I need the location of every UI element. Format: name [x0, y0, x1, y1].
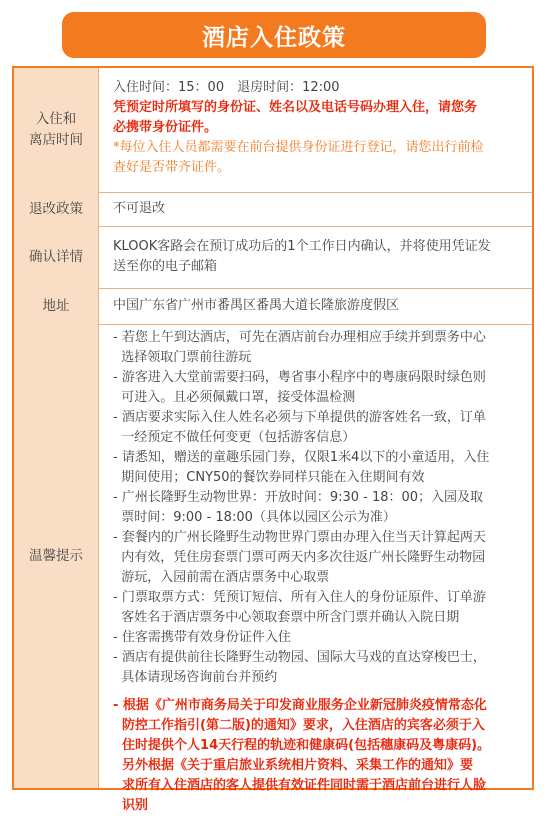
- tip-line: 票时间：9:00 - 18:00（具体以园区公示为准）: [113, 510, 396, 525]
- label-confirm: 确认详情: [14, 226, 99, 288]
- refund-text: 不可退改: [113, 201, 166, 216]
- tip-line: - 套餐内的广州长隆野生动物世界门票由办理入住当天计算起两天: [113, 530, 486, 545]
- tip-line: - 住客需携带有效身份证件入住: [113, 630, 291, 645]
- row-checkin: [14, 68, 532, 193]
- id-requirement-line1: 凭预定时所填写的身份证、姓名以及电话号码办理入住，请您务: [113, 100, 478, 115]
- row-tips: [14, 324, 532, 813]
- notice-line: 求所有入住酒店的客人提供有效证件同时需于酒店前台进行人脸: [113, 778, 487, 793]
- tip-line: - 请悉知，赠送的童趣乐园门券，仅限1米4以下的小童适用，入住: [113, 450, 490, 465]
- tip-line: - 酒店有提供前往长隆野生动物园、国际大马戏的直达穿梭巴士，: [113, 650, 486, 665]
- tip-line: 选择领取门票前往游玩: [113, 350, 252, 365]
- address-text: 中国广东省广州市番禺区番禺大道长隆旅游度假区: [113, 298, 400, 313]
- checkin-note-line1: *每位入住人员都需要在前台提供身份证进行登记，请您出行前检: [113, 140, 484, 155]
- policy-table: [12, 66, 534, 813]
- tip-line: 具体请现场咨询前台并预约: [113, 670, 278, 685]
- label-tips: 温馨提示: [14, 324, 99, 788]
- row-address: [14, 288, 532, 325]
- page-title: 酒店入住政策: [62, 12, 486, 58]
- tip-line: - 门票取票方式：凭预订短信、所有入住人的身份证原件、订单游: [113, 590, 486, 605]
- notice-line: 住时提供个人14天行程的轨迹和健康码(包括穗康码及粤康码)。: [113, 738, 491, 753]
- tip-line: - 广州长隆野生动物世界：开放时间：9:30 - 18：00；入园及取: [113, 490, 484, 505]
- tip-line: 内有效，凭住房套票门票可两天内多次往返广州长隆野生动物园: [113, 550, 486, 565]
- tip-line: 客姓名于酒店票务中心领取套票中所含门票并确认入院日期: [113, 610, 460, 625]
- tips-list: [113, 328, 522, 688]
- row-confirm: [14, 226, 532, 289]
- content-checkin: [99, 68, 532, 192]
- tip-line: - 酒店要求实际入住人姓名必须与下单提供的游客姓名一致，订单: [113, 410, 486, 425]
- id-requirement-line2: 必携带身份证件。: [113, 120, 218, 135]
- content-address: [99, 288, 532, 324]
- label-checkin-line2: 离店时间: [29, 132, 83, 148]
- checkin-note-line2: 查好是否带齐证件。: [113, 160, 231, 175]
- label-checkin: [14, 68, 99, 192]
- tip-line: - 若您上午到达酒店，可先在酒店前台办理相应手续并到票务中心: [113, 330, 486, 345]
- tip-line: 期间使用；CNY50的餐饮券同样只能在入住期间有效: [113, 470, 425, 485]
- label-checkin-line1: 入住和: [35, 111, 77, 127]
- content-confirm: [99, 226, 532, 288]
- notice-line: - 根据《广州市商务局关于印发商业服务企业新冠肺炎疫情常态化: [113, 698, 487, 713]
- confirm-line1: KLOOK客路会在预订成功后的1个工作日内确认，并将使用凭证发: [113, 239, 491, 254]
- tip-line: 游玩，入园前需在酒店票务中心取票: [113, 570, 330, 585]
- row-refund: [14, 192, 532, 227]
- notice-line: 另外根据《关于重启旅业系统相片资料、采集工作的通知》要: [113, 758, 474, 773]
- epidemic-notice: [113, 696, 522, 816]
- tip-line: 可进入。且必须佩戴口罩，接受体温检测: [113, 390, 356, 405]
- content-refund: [99, 192, 532, 226]
- notice-line: 识别: [113, 798, 149, 813]
- notice-line: 防控工作指引(第二版)的通知》要求，入住酒店的宾客必须于入: [113, 718, 485, 733]
- content-tips: [99, 324, 532, 813]
- checkin-time: 入住时间：15：00 退房时间：12:00: [113, 80, 340, 95]
- tip-line: 一经预定不做任何变更（包括游客信息）: [113, 430, 356, 445]
- tip-line: - 游客进入大堂前需要扫码，粤省事小程序中的粤康码限时绿色则: [113, 370, 486, 385]
- label-refund: 退改政策: [14, 192, 99, 226]
- label-address: 地址: [14, 288, 99, 324]
- confirm-line2: 送至你的电子邮箱: [113, 259, 218, 274]
